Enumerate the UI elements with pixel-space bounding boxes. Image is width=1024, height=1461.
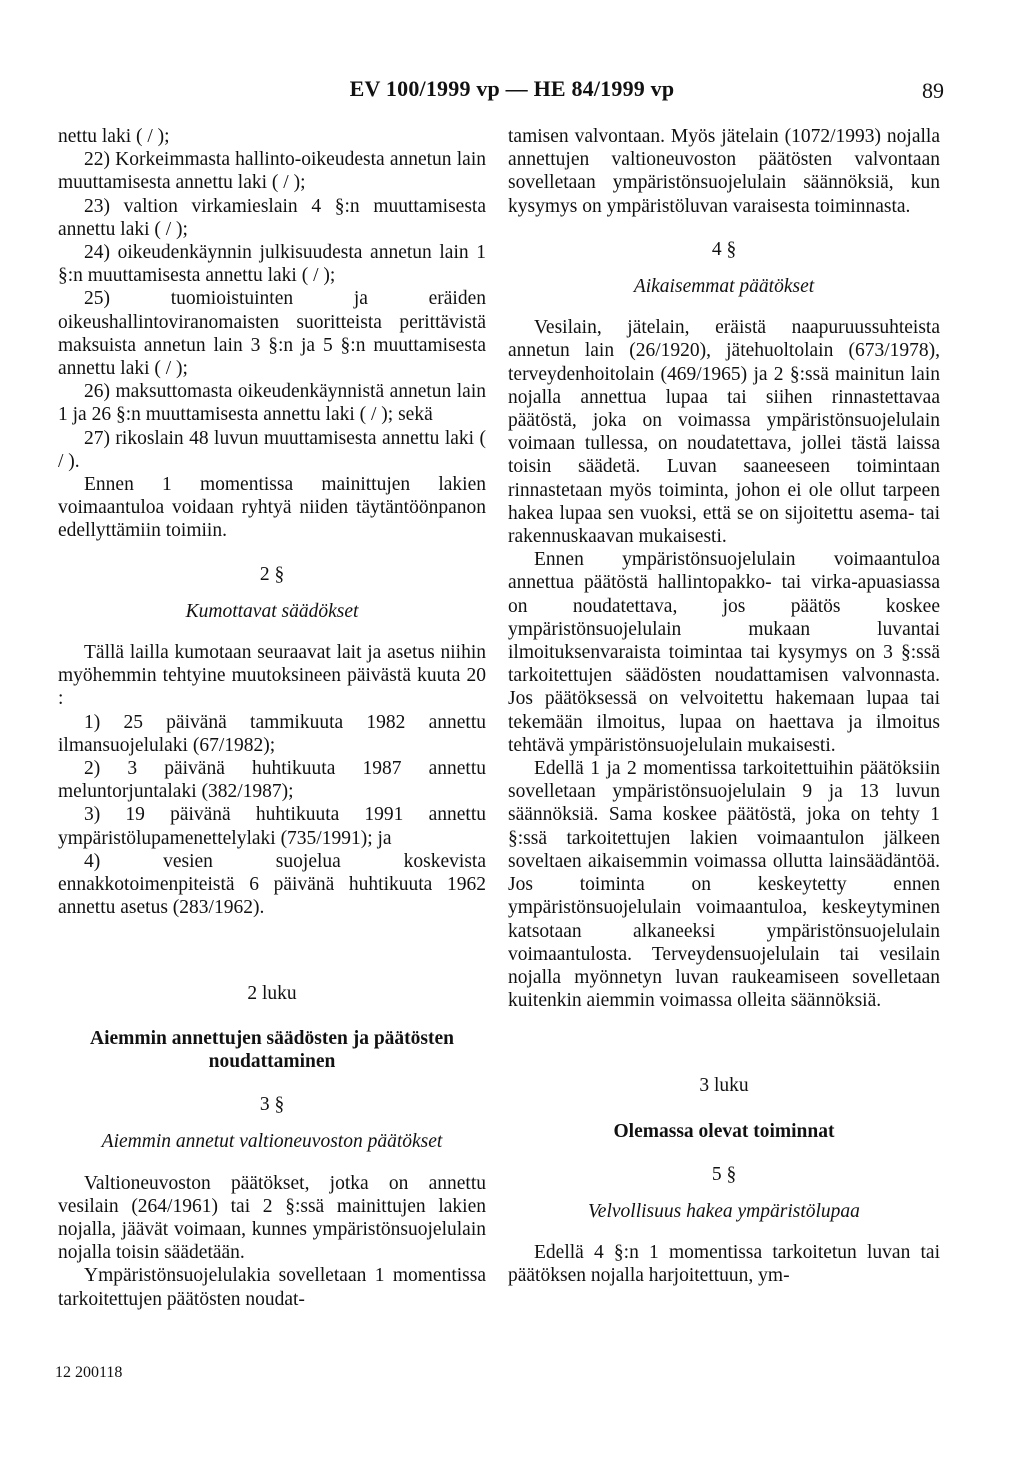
paragraph: 27) rikoslain 48 luvun muuttamisesta annettu laki ( / ). [58, 427, 486, 472]
paragraph: 24) oikeudenkäynnin julkisuudesta annetun lain 1 §:n muuttamisesta annettu laki ( / ); [58, 242, 486, 287]
paragraph: tamisen valvontaan. Myös jätelain (1072/1993) nojalla annettujen valtioneuvoston päätösten valvontaan sovelletaan ympäristönsuojelulain säännöksiä, kun kysymys on ympäristöluvan varaisesta toiminnasta. [508, 126, 940, 217]
paragraph: Ympäristönsuojelulakia sovelletaan 1 momentissa tarkoitettujen päätösten noudat- [58, 1265, 486, 1310]
paragraph: 2) 3 päivänä huhtikuuta 1987 annettu meluntorjuntalaki (382/1987); [58, 758, 486, 803]
paragraph: 22) Korkeimmasta hallinto-oikeudesta annetun lain muuttamisesta annettu laki ( / ); [58, 149, 486, 194]
paragraph: 25) tuomioistuinten ja eräiden oikeushallintoviranomaisten suoritteista perittävistä maksuista annetun lain 3 §:n ja 5 §:n muuttamisesta annettu laki ( / ); [58, 288, 486, 380]
paragraph: Valtioneuvoston päätökset, jotka on annettu vesilain (264/1961) tai 2 §:ssä mainittujen lakien nojalla, jäävät voimaan, kunnes ympäristönsuojelulain nojalla toisin säädetään. [58, 1172, 486, 1264]
section-number: 2 § [259, 563, 285, 585]
chapter-title: Aiemmin annettujen säädösten ja päätösten noudattaminen [89, 1027, 454, 1072]
paragraph: 3) 19 päivänä huhtikuuta 1991 annettu ympäristölupamenettelylaki (735/1991); ja [58, 804, 486, 849]
footer-code: 12 200118 [55, 1364, 123, 1381]
left-column [58, 125, 486, 1311]
section-title: Kumottavat säädökset [185, 600, 359, 622]
paragraph: 4) vesien suojelua koskevista ennakkotoimenpiteistä 6 päivänä huhtikuuta 1962 annettu asetus (283/1962). [58, 850, 486, 919]
paragraph: nettu laki ( / ); [58, 126, 170, 147]
chapter-title: Olemassa olevat toiminnat [613, 1120, 835, 1142]
section-number: 4 § [711, 238, 737, 260]
paragraph: Vesilain, jätelain, eräistä naapuruussuhteista annetun lain (26/1920), jätehuoltolain (673/1978), terveydenhoitolain (469/1965) ja 2 §:ssä mainitun lain nojalla annettua lupaa tai siihen rinnastettavaa päätöstä, joka on voimassa ympäristönsuojelulain voimaan tullessa, on noudatettava, jollei tästä laissa toisin säädetä. Luvan saaneeseen toimintaan rinnastetaan myös toiminta, johon ei ole ollut tarpeen hakea lupaa sen vuoksi, että se on sijoitettu asema- tai rakennuskaavan mukaisesti. [508, 317, 940, 548]
paragraph: 23) valtion virkamieslain 4 §:n muuttamisesta annettu laki ( / ); [58, 195, 486, 240]
right-column [508, 125, 940, 1288]
page-header [0, 74, 1024, 110]
paragraph: 1) 25 päivänä tammikuuta 1982 annettu ilmansuojelulaki (67/1982); [58, 711, 486, 756]
paragraph: Ennen ympäristönsuojelulain voimaantuloa annettua päätöstä hallintopakko- tai virka-apuasiassa on noudatettava, jos päätös koskee ympäristönsuojelulain mukaan luvantai ilmoituksenvaraista toimintaa tai kysymys on 3 §:ssä tarkoitettujen säädösten noudattamisen valvonnasta. Jos päätöksessä on velvoitettu hakemaan lupaa tai tekemään ilmoitus, lupaa on haettava ja ilmoitus tehtävä ympäristönsuojelulain mukaisesti. [508, 549, 940, 756]
chapter-number: 2 luku [247, 982, 297, 1004]
section-number: 5 § [711, 1163, 737, 1185]
section-title: Velvollisuus hakea ympäristölupaa [588, 1200, 860, 1222]
section-title: Aikaisemmat päätökset [633, 276, 815, 298]
document-reference: EV 100/1999 vp — HE 84/1999 vp [349, 76, 675, 101]
chapter-number: 3 luku [699, 1075, 749, 1097]
paragraph: Edellä 4 §:n 1 momentissa tarkoitetun luvan tai päätöksen nojalla harjoitettuun, ym- [508, 1242, 940, 1287]
paragraph: Edellä 1 ja 2 momentissa tarkoitettuihin päätöksiin sovelletaan ympäristönsuojelulain 9 ja 13 luvun säännöksiä. Sama koskee päätöstä, joka on tehty 1 §:ssä tarkoitettujen lakien voimaantulon jälkeen soveltaen aikaisemmin voimassa ollutta lainsäädäntöä. Jos toiminta on keskeytetty ennen ympäristönsuojelulain voimaantuloa, keskeytyminen katsotaan alkaneeksi ympäristönsuojelulain voimaantulosta. Terveydensuojelulain tai vesilain nojalla myönnetyn luvan raukeamiseen sovelletaan kuitenkin aiemmin voimassa olleita säännöksiä. [508, 758, 940, 1012]
page-number: 89 [922, 78, 944, 103]
paragraph: 26) maksuttomasta oikeudenkäynnistä annetun lain 1 ja 26 §:n muuttamisesta annettu laki ( / ); sekä [58, 381, 486, 426]
paragraph: Tällä lailla kumotaan seuraavat lait ja asetus niihin myöhemmin tehtyine muutoksineen päivästä kuuta 20 : [58, 642, 486, 710]
section-title: Aiemmin annetut valtioneuvoston päätökset [101, 1131, 443, 1153]
section-number: 3 § [259, 1094, 285, 1116]
paragraph: Ennen 1 momentissa mainittujen lakien voimaantuloa voidaan ryhtyä niiden täytäntöönpanon edellyttämiin toimiin. [58, 474, 486, 542]
